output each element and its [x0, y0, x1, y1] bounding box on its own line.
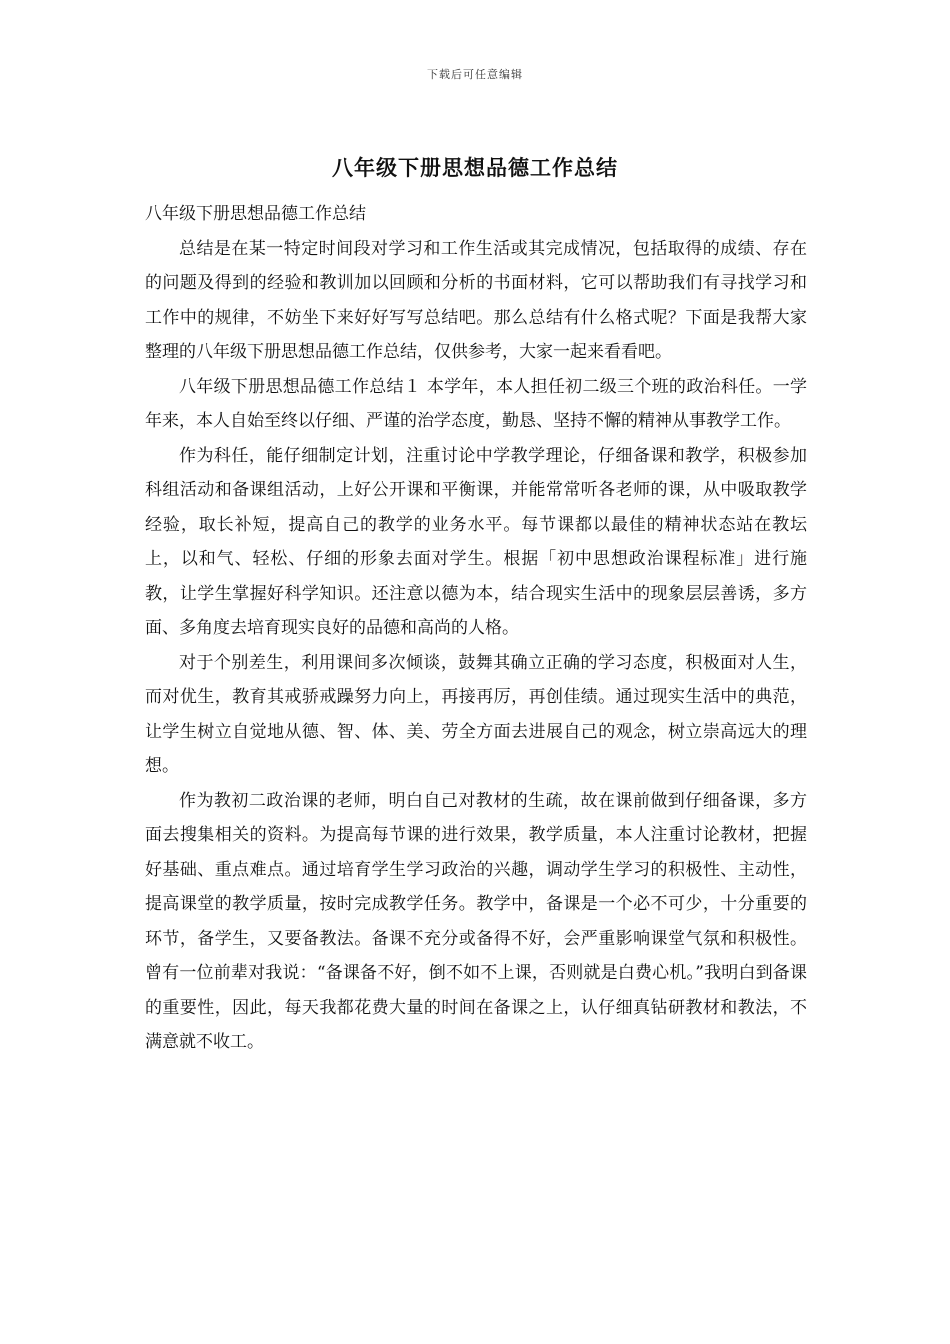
page-header-note: 下载后可任意编辑 [427, 68, 523, 81]
document-subtitle: 八年级下册思想品德工作总结 [145, 204, 366, 224]
paragraph-teaching-plan: 作为科任，能仔细制定计划，注重讨论中学教学理论，仔细备课和教学，积极参加科组活动和备课组活动，上好公开课和平衡课，并能常常听各老师的课，从中吸取教学经验，取长补短，提高自己的教学的业务水平。每节课都以最佳的精神状态站在教坛上，以和气、轻松、仔细的形象去面对学生。根据「初中思想政治课程标准」进行施教，让学生掌握好科学知识。还注意以德为本，结合现实生活中的现象层层善诱，多方面、多角度去培育现实良好的品德和高尚的人格。 [145, 445, 807, 638]
paragraph-intro: 总结是在某一特定时间段对学习和工作生活或其完成情况，包括取得的成绩、存在的问题及得到的经验和教训加以回顾和分析的书面材料，它可以帮助我们有寻找学习和工作中的规律，不妨坐下来好好写写总结吧。那么总结有什么格式呢？下面是我帮大家整理的八年级下册思想品德工作总结，仅供参考，大家一起来看看吧。 [145, 238, 807, 362]
document-title: 八年级下册思想品德工作总结 [332, 155, 618, 180]
paragraph-lesson-preparation: 作为教初二政治课的老师，明白自己对教材的生疏，故在课前做到仔细备课，多方面去搜集相关的资料。为提高每节课的进行效果，教学质量，本人注重讨论教材，把握好基础、重点难点。通过培育学生学习政治的兴趣，调动学生学习的积极性、主动性，提高课堂的教学质量，按时完成教学任务。教学中，备课是一个必不可少，十分重要的环节，备学生，又要备教法。备课不充分或备得不好，会严重影响课堂气氛和积极性。曾有一位前辈对我说：“备课备不好，倒不如不上课，否则就是白费心机。”我明白到备课的重要性，因此，每天我都花费大量的时间在备课之上，认仔细真钻研教材和教法，不满意就不收工。 [145, 790, 807, 1052]
document-body [145, 197, 807, 1060]
paragraph-summary-1: 八年级下册思想品德工作总结１ 本学年，本人担任初二级三个班的政治科任。一学年来，本人自始至终以仔细、严谨的治学态度，勤恳、坚持不懈的精神从事教学工作。 [145, 376, 807, 431]
paragraph-student-guidance: 对于个别差生，利用课间多次倾谈，鼓舞其确立正确的学习态度，积极面对人生，而对优生，教育其戒骄戒躁努力向上，再接再厉，再创佳绩。通过现实生活中的典范，让学生树立自觉地从德、智、体、美、劳全方面去进展自己的观念，树立崇高远大的理想。 [145, 652, 807, 776]
